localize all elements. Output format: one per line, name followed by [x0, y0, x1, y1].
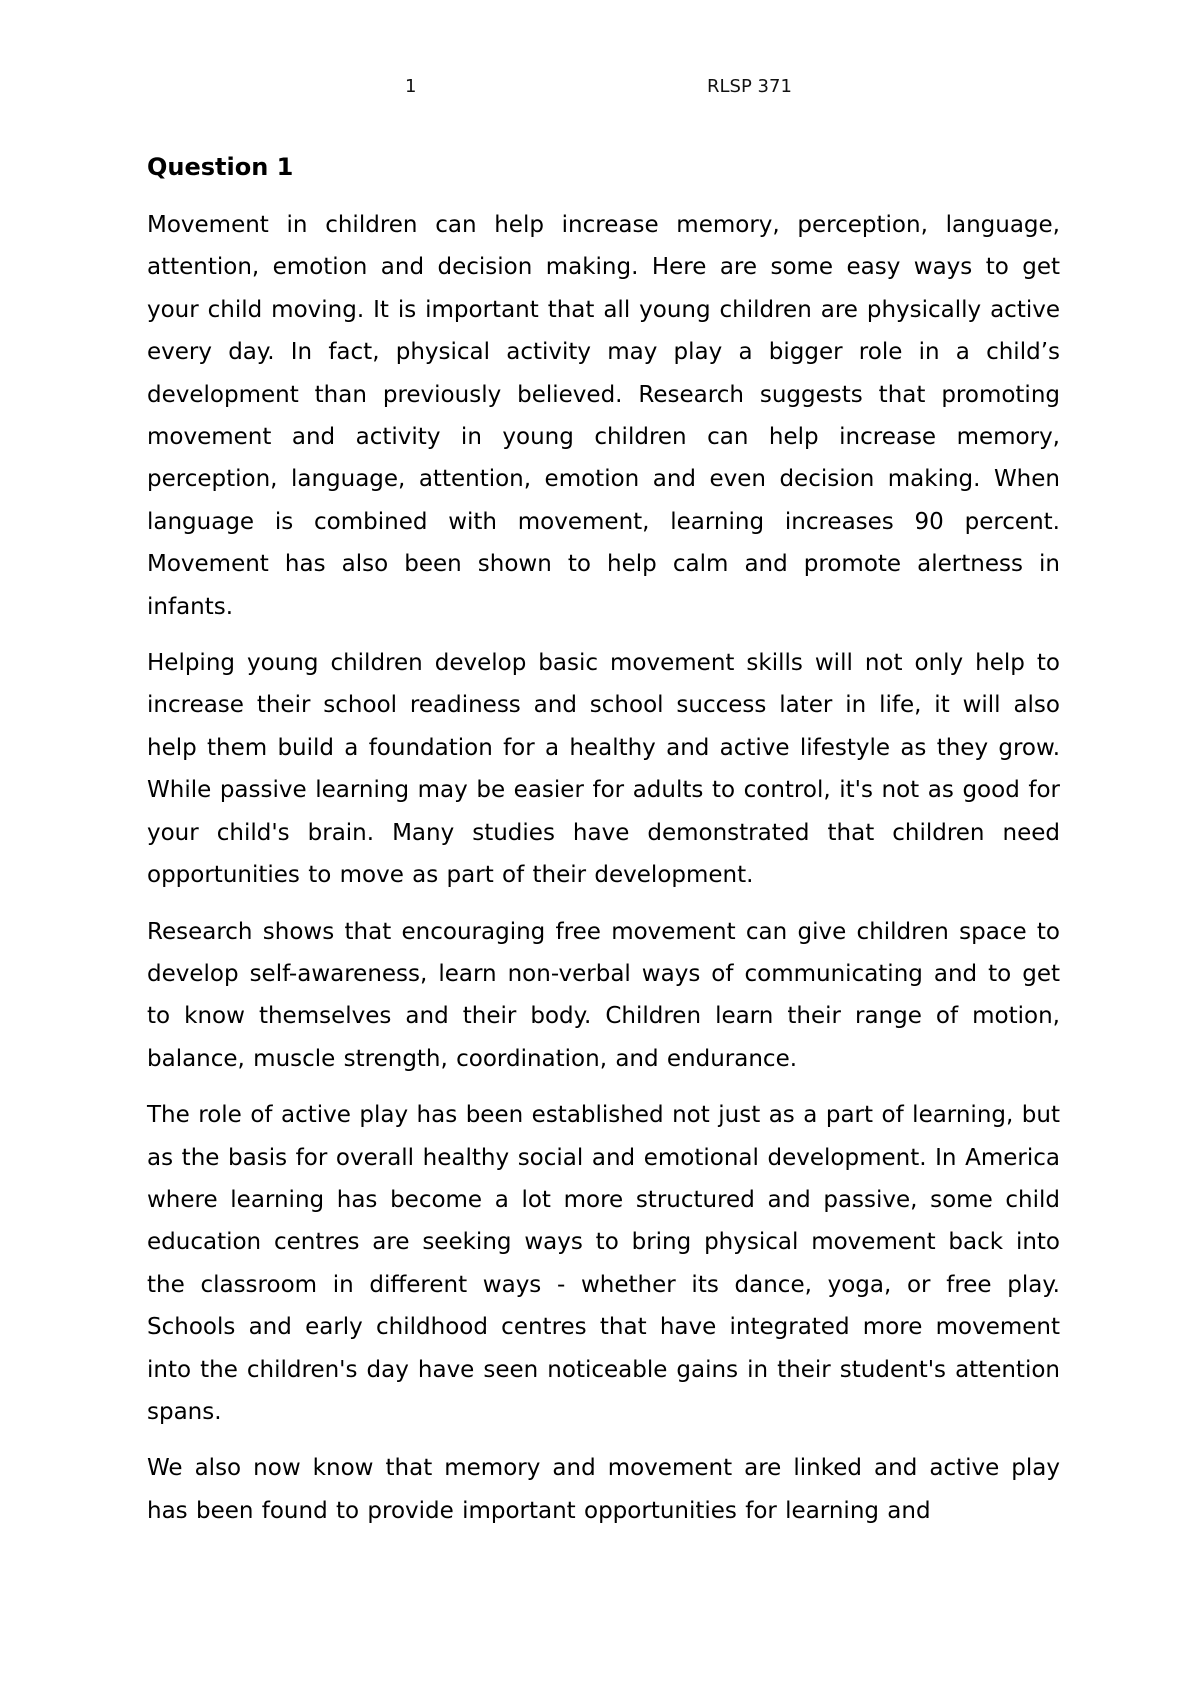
page-header: [0, 76, 1200, 106]
paragraph-active-play: The role of active play has been established not just as a part of learning, but as the basis for overall healthy social and emotional development. In America where learning has become a lot more structured and passive, some child education centres are seeking ways to bring physical movement back into the classroom in different ways - whether its dance, yoga, or free play. Schools and early childhood centres that have integrated more movement into the children's day have seen noticeable gains in their student's attention spans.: [147, 1102, 1060, 1425]
paragraph-free-movement: Research shows that encouraging free movement can give children space to develop self-awareness, learn non-verbal ways of communicating and to get to know themselves and their body. Children learn their range of motion, balance, muscle strength, coordination, and endurance.: [147, 918, 1060, 1072]
document-body: [147, 150, 1060, 1546]
paragraph-memory-movement: We also now know that memory and movement are linked and active play has been found to provide important opportunities for learning and: [147, 1455, 1060, 1524]
course-code: RLSP 371: [707, 76, 792, 97]
question-title: Question 1: [147, 153, 294, 181]
paragraph-movement-benefits: Movement in children can help increase memory, perception, language, attention, emotion and decision making. Here are some easy ways to get your child moving. It is important that all young children are physically active every day. In fact, physical activity may play a bigger role in a child’s development than previously believed. Research suggests that promoting movement and activity in young children can help increase memory, perception, language, attention, emotion and even decision making. When language is combined with movement, learning increases 90 percent. Movement has also been shown to help calm and promote alertness in infants.: [147, 212, 1060, 620]
page-number: 1: [405, 76, 417, 97]
paragraph-movement-skills: Helping young children develop basic movement skills will not only help to increase their school readiness and school success later in life, it will also help them build a foundation for a healthy and active lifestyle as they grow. While passive learning may be easier for adults to control, it's not as good for your child's brain. Many studies have demonstrated that children need opportunities to move as part of their development.: [147, 650, 1060, 889]
